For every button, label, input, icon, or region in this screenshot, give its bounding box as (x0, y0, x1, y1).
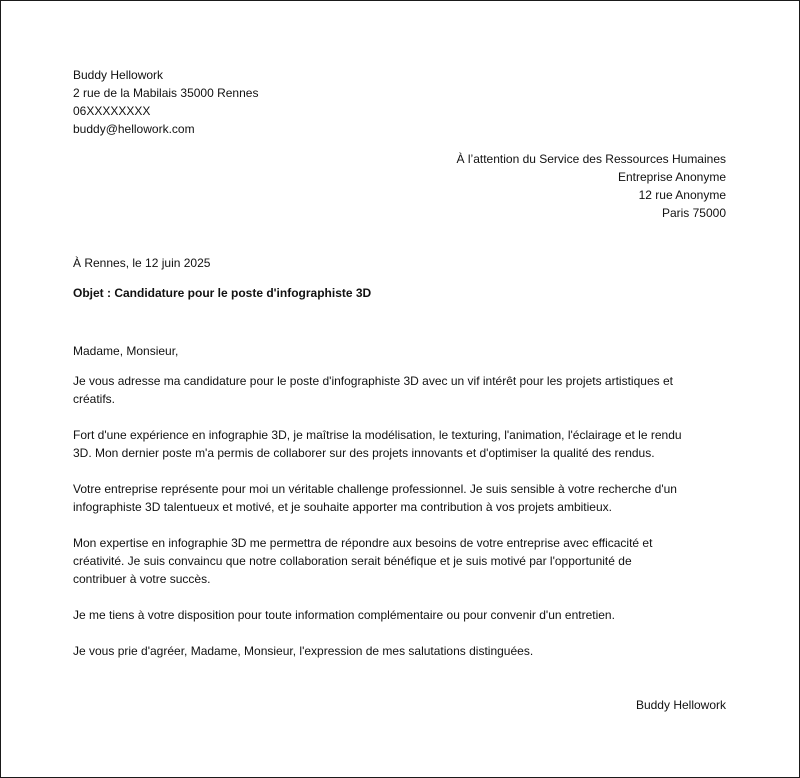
paragraph (73, 372, 733, 408)
sender-block (73, 66, 258, 138)
paragraph (73, 642, 733, 660)
paragraph (73, 606, 733, 624)
recipient-block (457, 150, 726, 222)
sender-address: 2 rue de la Mabilais 35000 Rennes (73, 86, 259, 100)
sender-phone: 06XXXXXXXX (73, 104, 151, 118)
paragraph-line: Je vous prie d'agréer, Madame, Monsieur, l'expression de mes salutations distinguées. (73, 644, 534, 658)
paragraph-line: Mon expertise en infographie 3D me permettra de répondre aux besoins de votre entreprise avec efficacité et (73, 536, 653, 550)
recipient-attention: À l’attention du Service des Ressources Humaines (456, 152, 726, 166)
paragraph-line: 3D. Mon dernier poste m'a permis de collaborer sur des projets innovants et d'optimiser la qualité des rendus. (73, 446, 655, 460)
paragraph (73, 426, 733, 462)
date-line: À Rennes, le 12 juin 2025 (73, 256, 211, 270)
subject-line: Objet : Candidature pour le poste d'infographiste 3D (73, 286, 372, 300)
signature: Buddy Hellowork (635, 698, 726, 712)
paragraph-line: créativité. Je suis convaincu que notre collaboration serait bénéfique et je suis motivé par l'opportunité de (73, 554, 632, 568)
paragraph-line: Je me tiens à votre disposition pour toute information complémentaire ou pour convenir d'un entretien. (73, 608, 615, 622)
paragraph-line: contribuer à votre succès. (73, 572, 211, 586)
sender-name: Buddy Hellowork (73, 68, 164, 82)
recipient-city: Paris 75000 (661, 206, 726, 220)
paragraph-line: Fort d'une expérience en infographie 3D, je maîtrise la modélisation, le texturing, l'animation, l'éclairage et le rendu (73, 428, 682, 442)
sender-email: buddy@hellowork.com (73, 122, 195, 136)
paragraph (73, 480, 733, 516)
paragraph-line: Je vous adresse ma candidature pour le poste d'infographiste 3D avec un vif intérêt pour les projets artistiques et (73, 374, 673, 388)
paragraph-line: infographiste 3D talentueux et motivé, et je souhaite apporter ma contribution à vos projets ambitieux. (73, 500, 612, 514)
salutation: Madame, Monsieur, (73, 344, 179, 358)
recipient-company: Entreprise Anonyme (617, 170, 726, 184)
paragraph-line: créatifs. (73, 392, 116, 406)
paragraph (73, 534, 733, 588)
recipient-street: 12 rue Anonyme (638, 188, 726, 202)
paragraph-line: Votre entreprise représente pour moi un véritable challenge professionnel. Je suis sensible à votre recherche d'un (73, 482, 677, 496)
letter-body (73, 342, 733, 678)
